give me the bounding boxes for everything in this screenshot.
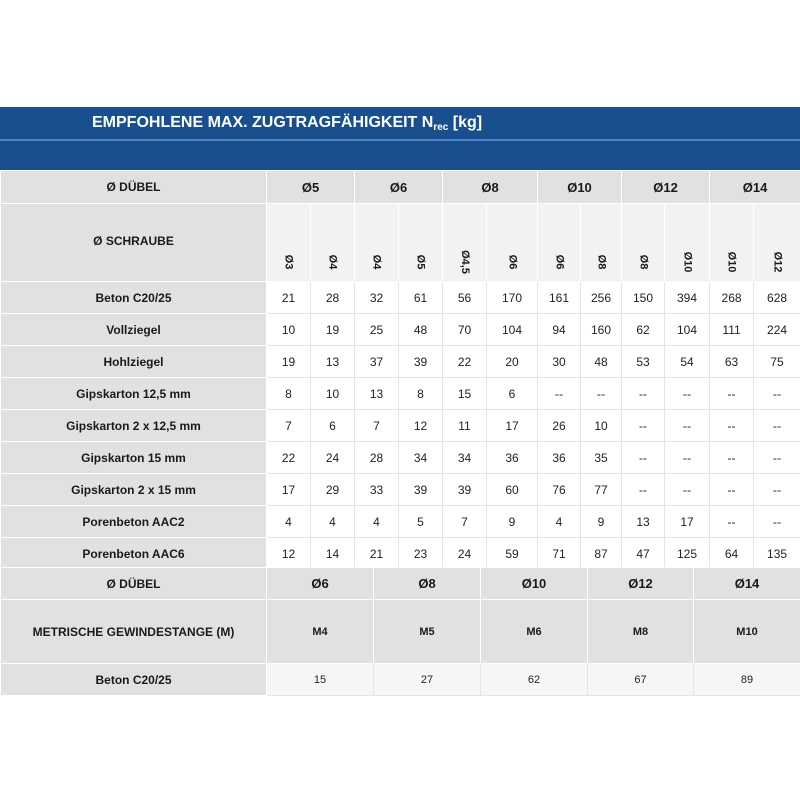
table-cell: 4	[538, 506, 581, 538]
table-cell: --	[754, 506, 800, 538]
title-banner	[0, 107, 800, 170]
title-main: EMPFOHLENE MAX. ZUGTRAGFÄHIGKEIT N	[92, 114, 434, 131]
table-cell: 71	[538, 538, 581, 570]
table-row	[1, 378, 800, 410]
table-cell: 36	[538, 442, 581, 474]
schraube-label: Ø SCHRAUBE	[1, 204, 267, 282]
table-cell: 394	[665, 282, 710, 314]
table-cell: 5	[399, 506, 443, 538]
table-cell: 39	[443, 474, 487, 506]
gewinde-label: METRISCHE GEWINDESTANGE (M)	[1, 600, 267, 664]
duebel-header: Ø10	[481, 568, 588, 600]
table-cell: 25	[355, 314, 399, 346]
table-cell: 10	[267, 314, 311, 346]
table-row	[1, 538, 800, 570]
table-cell: --	[622, 442, 665, 474]
gewinde-header: M10	[694, 600, 800, 664]
table-cell: 75	[754, 346, 800, 378]
table-cell: 29	[311, 474, 355, 506]
table-row	[1, 410, 800, 442]
table-cell: 61	[399, 282, 443, 314]
row-label: Gipskarton 2 x 12,5 mm	[1, 410, 267, 442]
gewinde-header: M5	[374, 600, 481, 664]
table-cell: 76	[538, 474, 581, 506]
schraube-header: Ø6	[538, 204, 581, 282]
table-cell: --	[581, 378, 622, 410]
table-cell: 33	[355, 474, 399, 506]
threaded-rod-table	[0, 567, 800, 696]
table-cell: 10	[581, 410, 622, 442]
table-cell: --	[665, 474, 710, 506]
schraube-header: Ø10	[710, 204, 754, 282]
duebel-header: Ø6	[355, 171, 443, 204]
table-cell: 48	[399, 314, 443, 346]
row-label: Vollziegel	[1, 314, 267, 346]
duebel-header: Ø6	[267, 568, 374, 600]
table-cell: 28	[311, 282, 355, 314]
duebel-header-row	[1, 171, 800, 204]
table-cell: --	[622, 378, 665, 410]
table-cell: 19	[267, 346, 311, 378]
table-cell: 17	[487, 410, 538, 442]
gewinde-header: M4	[267, 600, 374, 664]
table-cell: 135	[754, 538, 800, 570]
schraube-header: Ø8	[622, 204, 665, 282]
table-cell: 67	[588, 664, 694, 696]
table-cell: 36	[487, 442, 538, 474]
table-cell: --	[665, 378, 710, 410]
table-cell: 224	[754, 314, 800, 346]
table-cell: 34	[399, 442, 443, 474]
table-cell: 104	[487, 314, 538, 346]
table-cell: 59	[487, 538, 538, 570]
table-cell: 7	[267, 410, 311, 442]
table-cell: 9	[581, 506, 622, 538]
table-cell: --	[754, 410, 800, 442]
schraube-header: Ø8	[581, 204, 622, 282]
duebel-header: Ø10	[538, 171, 622, 204]
table-cell: 30	[538, 346, 581, 378]
row-label: Hohlziegel	[1, 346, 267, 378]
table-cell: --	[665, 442, 710, 474]
table-cell: 161	[538, 282, 581, 314]
table-cell: --	[710, 378, 754, 410]
schraube-header: Ø10	[665, 204, 710, 282]
duebel-label: Ø DÜBEL	[1, 171, 267, 204]
table-cell: 4	[355, 506, 399, 538]
table-cell: 56	[443, 282, 487, 314]
table-cell: 54	[665, 346, 710, 378]
table-cell: --	[538, 378, 581, 410]
table-cell: 89	[694, 664, 800, 696]
table-cell: 21	[267, 282, 311, 314]
table-cell: 62	[622, 314, 665, 346]
table-cell: 8	[399, 378, 443, 410]
table-cell: 60	[487, 474, 538, 506]
table-cell: 17	[665, 506, 710, 538]
table-row	[1, 314, 800, 346]
table-cell: --	[622, 474, 665, 506]
table-cell: --	[754, 474, 800, 506]
table-cell: 11	[443, 410, 487, 442]
table-cell: --	[710, 506, 754, 538]
table-cell: 28	[355, 442, 399, 474]
table-cell: 628	[754, 282, 800, 314]
table-cell: 13	[355, 378, 399, 410]
table-cell: 34	[443, 442, 487, 474]
table-cell: 64	[710, 538, 754, 570]
table-cell: 37	[355, 346, 399, 378]
table-cell: 6	[311, 410, 355, 442]
table-cell: --	[710, 442, 754, 474]
banner-divider	[0, 139, 800, 141]
schraube-header-row	[1, 204, 800, 282]
table-cell: --	[710, 474, 754, 506]
table-cell: 256	[581, 282, 622, 314]
table-row	[1, 282, 800, 314]
duebel-header: Ø8	[374, 568, 481, 600]
table-cell: 104	[665, 314, 710, 346]
table-row	[1, 474, 800, 506]
row-label: Gipskarton 15 mm	[1, 442, 267, 474]
row-label: Porenbeton AAC2	[1, 506, 267, 538]
table-cell: 27	[374, 664, 481, 696]
duebel-header-row-2	[1, 568, 800, 600]
table-cell: 7	[355, 410, 399, 442]
table-cell: 15	[443, 378, 487, 410]
table-cell: 6	[487, 378, 538, 410]
schraube-header: Ø4	[311, 204, 355, 282]
table-cell: 19	[311, 314, 355, 346]
gewinde-header: M6	[481, 600, 588, 664]
table-cell: 7	[443, 506, 487, 538]
table-cell: 14	[311, 538, 355, 570]
table-cell: 9	[487, 506, 538, 538]
table-cell: 170	[487, 282, 538, 314]
title-subscript: rec	[433, 122, 449, 133]
schraube-header: Ø4,5	[443, 204, 487, 282]
table-cell: 12	[399, 410, 443, 442]
gewinde-header-row	[1, 600, 800, 664]
table-row	[1, 346, 800, 378]
table-row	[1, 664, 800, 696]
table-cell: 150	[622, 282, 665, 314]
table-cell: 15	[267, 664, 374, 696]
table-cell: 53	[622, 346, 665, 378]
table-cell: 24	[311, 442, 355, 474]
schraube-header: Ø5	[399, 204, 443, 282]
schraube-header: Ø3	[267, 204, 311, 282]
schraube-header: Ø12	[754, 204, 800, 282]
table-cell: --	[754, 442, 800, 474]
table-row	[1, 442, 800, 474]
load-capacity-table	[0, 170, 800, 570]
table-cell: 35	[581, 442, 622, 474]
table-cell: 125	[665, 538, 710, 570]
table-cell: 10	[311, 378, 355, 410]
duebel-header: Ø14	[694, 568, 800, 600]
duebel-header: Ø8	[443, 171, 538, 204]
table-cell: --	[622, 410, 665, 442]
table-cell: 4	[311, 506, 355, 538]
table-cell: 63	[710, 346, 754, 378]
table-cell: 47	[622, 538, 665, 570]
table-cell: 111	[710, 314, 754, 346]
table-cell: 22	[267, 442, 311, 474]
duebel-header: Ø14	[710, 171, 800, 204]
table-cell: 21	[355, 538, 399, 570]
table-cell: 4	[267, 506, 311, 538]
table-cell: 39	[399, 474, 443, 506]
table-cell: 23	[399, 538, 443, 570]
table-cell: 17	[267, 474, 311, 506]
schraube-header: Ø4	[355, 204, 399, 282]
table-cell: 87	[581, 538, 622, 570]
table-cell: 26	[538, 410, 581, 442]
table-cell: 62	[481, 664, 588, 696]
table-title	[92, 114, 482, 133]
table-cell: --	[665, 410, 710, 442]
table-cell: 39	[399, 346, 443, 378]
row-label: Gipskarton 12,5 mm	[1, 378, 267, 410]
row-label: Gipskarton 2 x 15 mm	[1, 474, 267, 506]
table-row	[1, 506, 800, 538]
row-label: Beton C20/25	[1, 282, 267, 314]
row-label: Porenbeton AAC6	[1, 538, 267, 570]
table-cell: 12	[267, 538, 311, 570]
duebel-header: Ø12	[622, 171, 710, 204]
table-cell: 48	[581, 346, 622, 378]
table-cell: 268	[710, 282, 754, 314]
table-cell: 70	[443, 314, 487, 346]
table-cell: 77	[581, 474, 622, 506]
table-cell: 24	[443, 538, 487, 570]
table-cell: 20	[487, 346, 538, 378]
table-cell: --	[754, 378, 800, 410]
table-cell: 22	[443, 346, 487, 378]
duebel-header: Ø12	[588, 568, 694, 600]
table-cell: --	[710, 410, 754, 442]
table-cell: 13	[311, 346, 355, 378]
table-cell: 13	[622, 506, 665, 538]
gewinde-header: M8	[588, 600, 694, 664]
table-cell: 8	[267, 378, 311, 410]
table-cell: 94	[538, 314, 581, 346]
duebel-header: Ø5	[267, 171, 355, 204]
title-unit: [kg]	[448, 114, 483, 131]
schraube-header: Ø6	[487, 204, 538, 282]
row-label: Beton C20/25	[1, 664, 267, 696]
table-cell: 32	[355, 282, 399, 314]
duebel-label-2: Ø DÜBEL	[1, 568, 267, 600]
table-cell: 160	[581, 314, 622, 346]
